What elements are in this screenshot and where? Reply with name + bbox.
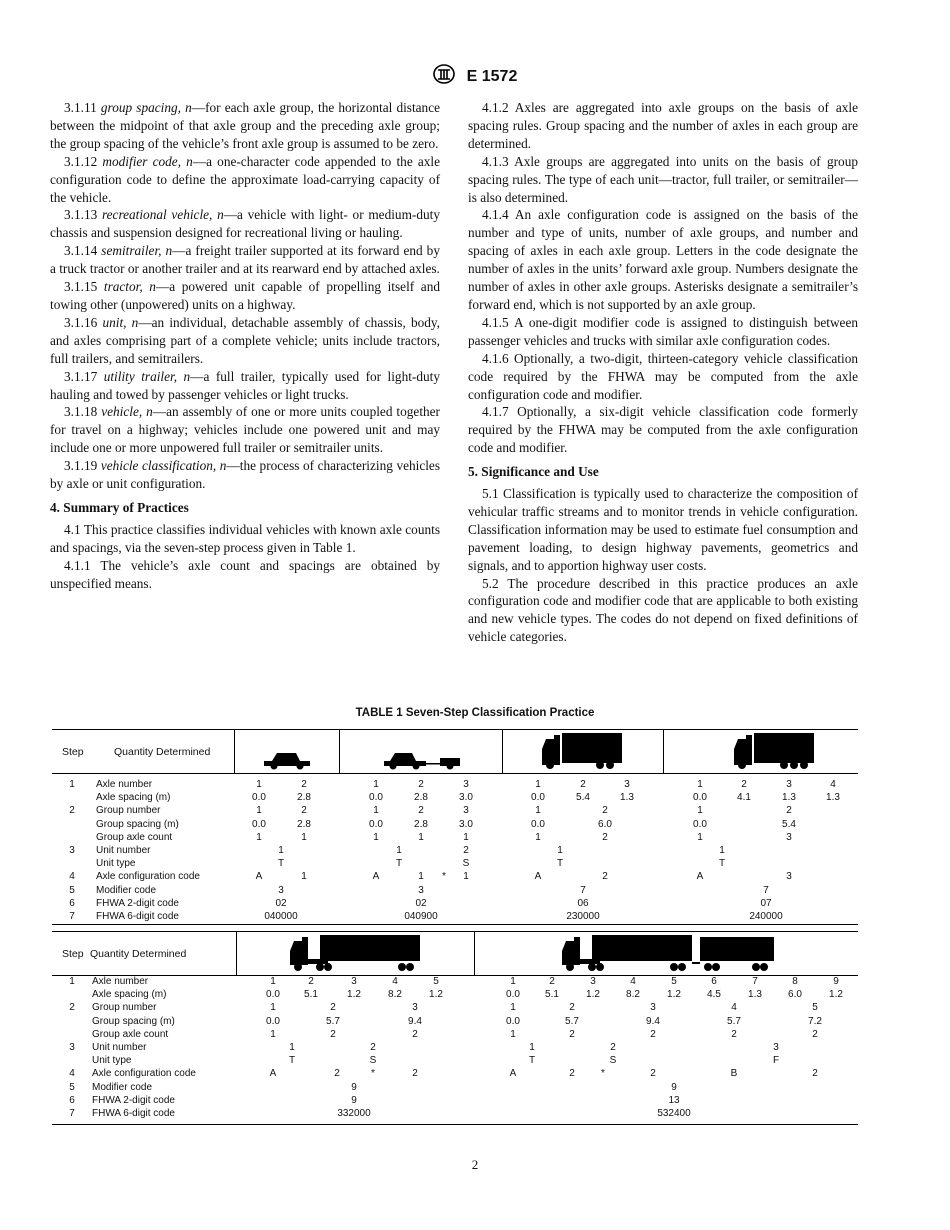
group-number-cell: 1 — [510, 1002, 516, 1014]
fhwa2-cell: 02 — [415, 897, 427, 909]
passenger-car-icon — [262, 748, 312, 770]
unit-type-cell: T — [395, 858, 403, 870]
group-axle-count-cell: 1 — [301, 831, 307, 843]
axle-spacing-cell: 5.1 — [545, 989, 559, 1001]
quantity-label: Group spacing (m) — [92, 1015, 175, 1027]
axle-spacing-cell: 0.0 — [531, 792, 545, 804]
fhwa2-cell: 06 — [577, 897, 589, 909]
fhwa2-cell: 13 — [668, 1094, 680, 1106]
definition-3-1-11: 3.1.11 group spacing, n—for each axle group, the horizontal distance between the midpoint of that axle group and the preceding axle group; the group spacing of the vehicle’s front axle group is assumed to be zero. — [50, 100, 441, 151]
page-number: 2 — [471, 1157, 479, 1172]
group-number-cell: 2 — [330, 1002, 336, 1014]
axle-spacing-cell: 1.3 — [748, 989, 762, 1001]
fhwa6-cell: 240000 — [749, 911, 783, 922]
axle-number-cell: 2 — [418, 779, 424, 790]
config-cell: * — [371, 1068, 375, 1080]
axle-number-cell: 4 — [392, 976, 398, 987]
column-header-step: Step — [62, 948, 84, 960]
quantity-label: Unit number — [96, 845, 151, 856]
quantity-label: Axle spacing (m) — [96, 792, 171, 804]
config-cell: 2 — [650, 1068, 656, 1080]
group-spacing-cell: 7.2 — [808, 1015, 822, 1027]
group-number-cell: 4 — [731, 1002, 737, 1014]
group-spacing-cell: 0.0 — [506, 1015, 520, 1027]
step-number: 6 — [69, 897, 75, 909]
single-unit-truck-icon — [540, 731, 624, 771]
step-number: 1 — [69, 779, 75, 790]
config-cell: A — [509, 1068, 517, 1080]
group-spacing-cell: 5.4 — [782, 818, 796, 830]
modifier-cell: 9 — [671, 1081, 677, 1093]
config-cell: 2 — [602, 871, 608, 883]
table-divider — [339, 729, 340, 774]
table-rule — [52, 773, 858, 774]
unit-number-cell: 1 — [289, 1042, 295, 1053]
axle-number-cell: 8 — [792, 976, 798, 987]
classification-table-bottom — [52, 931, 858, 1126]
quantity-label: Axle configuration code — [96, 871, 200, 883]
group-number-cell: 2 — [301, 805, 307, 817]
unit-type-cell: S — [609, 1055, 617, 1067]
config-cell: 2 — [812, 1068, 818, 1080]
table-rule — [52, 729, 858, 730]
modifier-cell: 9 — [351, 1081, 357, 1093]
definition-3-1-16: 3.1.16 unit, n—an individual, detachable assembly of chassis, body, and axles comprising part of a complete vehicle; units include tractors, full trailers, and semitrailers. — [50, 314, 441, 366]
modifier-cell: 7 — [580, 884, 586, 896]
axle-number-cell: 1 — [373, 779, 379, 790]
group-spacing-cell: 0.0 — [693, 818, 707, 830]
group-spacing-cell: 5.7 — [565, 1015, 579, 1027]
axle-spacing-cell: 4.5 — [707, 989, 721, 1001]
axle-spacing-cell: 1.2 — [347, 989, 361, 1001]
fhwa6-cell: 040900 — [404, 911, 438, 922]
fhwa2-cell: 02 — [275, 897, 287, 909]
group-axle-count-cell: 1 — [418, 831, 424, 843]
group-axle-count-cell: 2 — [602, 831, 608, 843]
definition-3-1-14: 3.1.14 semitrailer, n—a freight trailer supported at its forward end by a truck tractor or another trailer and at its rearward end by attached axles. — [50, 243, 440, 277]
column-header-step: Step — [62, 746, 84, 758]
unit-type-cell: T — [277, 858, 285, 870]
paragraph-4-1-3: 4.1.3 Axle groups are aggregated into units on the basis of group spacing rules. The type of each unit—tractor, full trailer, or semitrailer—is also determined. — [468, 153, 858, 205]
unit-number-cell: 1 — [719, 845, 725, 856]
config-cell: B — [730, 1068, 738, 1080]
step-number: 7 — [69, 1108, 75, 1119]
unit-type-cell: T — [288, 1055, 296, 1067]
tractor-semitrailer-full-trailer-icon — [560, 933, 780, 973]
fhwa6-cell: 532400 — [657, 1108, 691, 1119]
axle-number-cell: 5 — [433, 976, 439, 987]
config-cell: 2 — [569, 1068, 575, 1080]
axle-number-cell: 2 — [549, 976, 555, 987]
axle-number-cell: 2 — [308, 976, 314, 987]
definition-3-1-12: 3.1.12 modifier code, n—a one-character code appended to the axle configuration code to define the approximate load-carrying capacity of the vehicle. — [50, 153, 441, 205]
group-number-cell: 1 — [535, 805, 541, 817]
quantity-label: FHWA 2-digit code — [96, 897, 179, 909]
axle-spacing-cell: 4.1 — [737, 792, 751, 804]
axle-spacing-cell: 2.8 — [414, 792, 428, 804]
table-divider — [502, 729, 503, 774]
config-cell: * — [442, 871, 446, 883]
left-column — [50, 99, 440, 592]
step-number: 7 — [69, 911, 75, 922]
step-number: 4 — [69, 1068, 75, 1080]
config-cell: A — [696, 871, 704, 883]
quantity-label: Axle number — [92, 976, 149, 987]
group-spacing-cell: 5.7 — [727, 1015, 741, 1027]
definition-3-1-17: 3.1.17 utility trailer, n—a full trailer, typically used for light-duty hauling and towed by passenger vehicles or light trucks. — [50, 368, 440, 402]
quantity-label: Axle configuration code — [92, 1068, 196, 1080]
quantity-label: Axle number — [96, 779, 153, 790]
step-number: 4 — [69, 871, 75, 883]
paragraph-4-1-4: 4.1.4 An axle configuration code is assigned on the basis of the number and type of units, number of axle groups, and number and spacing of axles in each axle group. Letters in the code designate the number of axles in the units’ forward axle group. Numbers designate the number of axles in other axle groups. Asterisks designate a semitrailer’s forward end, which is not supported by an axle group. — [468, 207, 858, 312]
axle-spacing-cell: 2.8 — [297, 792, 311, 804]
group-number-cell: 2 — [602, 805, 608, 817]
axle-number-cell: 3 — [590, 976, 596, 987]
axle-spacing-cell: 1.2 — [429, 989, 443, 1001]
table-title: TABLE 1 Seven-Step Classification Practice — [355, 707, 595, 719]
quantity-label: Unit type — [96, 858, 136, 870]
definition-3-1-13: 3.1.13 recreational vehicle, n—a vehicle with light- or medium-duty chassis and suspension designed for recreational living or hauling. — [50, 207, 440, 241]
quantity-label: Axle spacing (m) — [92, 989, 167, 1001]
quantity-label: Group number — [92, 1002, 157, 1014]
group-axle-count-cell: 1 — [510, 1028, 516, 1040]
group-spacing-cell: 0.0 — [252, 818, 266, 830]
config-b-cell: 1 — [301, 871, 307, 883]
axle-spacing-cell: 5.1 — [304, 989, 318, 1001]
group-number-cell: 1 — [270, 1002, 276, 1014]
group-number-cell: 1 — [373, 805, 379, 817]
axle-spacing-cell: 1.2 — [667, 989, 681, 1001]
config-cell: 3 — [786, 871, 792, 883]
axle-spacing-cell: 1.2 — [586, 989, 600, 1001]
group-spacing-cell: 2.8 — [297, 818, 311, 830]
config-cell: 1 — [418, 871, 424, 883]
paragraph-4-1: 4.1 This practice classifies individual vehicles with known axle counts and spacings, via the seven-step process given in Table 1. — [50, 521, 440, 555]
axle-number-cell: 1 — [256, 779, 262, 790]
group-axle-count-cell: 2 — [412, 1028, 418, 1040]
config-cell: A — [534, 871, 542, 883]
quantity-label: Group spacing (m) — [96, 818, 179, 830]
axle-spacing-cell: 8.2 — [388, 989, 402, 1001]
modifier-cell: 3 — [418, 884, 424, 896]
group-number-cell: 1 — [256, 805, 262, 817]
unit-type-cell: T — [718, 858, 726, 870]
quantity-label: Group axle count — [96, 831, 173, 843]
axle-spacing-cell: 6.0 — [788, 989, 802, 1001]
group-axle-count-cell: 1 — [270, 1028, 276, 1040]
car-with-utility-trailer-icon — [382, 748, 462, 770]
group-number-cell: 2 — [786, 805, 792, 817]
step-number: 2 — [69, 805, 75, 817]
axle-spacing-cell: 0.0 — [252, 792, 266, 804]
axle-spacing-cell: 0.0 — [369, 792, 383, 804]
axle-number-cell: 4 — [630, 976, 636, 987]
axle-number-cell: 3 — [463, 779, 469, 790]
axle-spacing-cell: 0.0 — [266, 989, 280, 1001]
group-axle-count-cell: 3 — [786, 831, 792, 843]
group-number-cell: 2 — [569, 1002, 575, 1014]
quantity-label: Unit type — [92, 1055, 132, 1067]
group-number-cell: 2 — [418, 805, 424, 817]
step-number: 2 — [69, 1002, 75, 1014]
definition-3-1-15: 3.1.15 tractor, n—a powered unit capable of propelling itself and towing other (unpowered) units on a highway. — [50, 279, 441, 312]
fhwa2-cell: 07 — [760, 897, 772, 909]
table-rule — [52, 931, 858, 932]
quantity-label: Unit number — [92, 1042, 147, 1053]
group-spacing-cell: 3.0 — [459, 818, 473, 830]
group-number-cell: 1 — [697, 805, 703, 817]
table-rule — [52, 975, 858, 976]
group-axle-count-cell: 2 — [650, 1028, 656, 1040]
unit-type-cell: F — [772, 1055, 780, 1067]
axle-spacing-cell: 3.0 — [459, 792, 473, 804]
axle-spacing-cell: 1.3 — [620, 792, 634, 804]
group-spacing-cell: 2.8 — [414, 818, 428, 830]
axle-number-cell: 3 — [786, 779, 792, 790]
axle-number-cell: 6 — [711, 976, 717, 987]
quantity-label: FHWA 6-digit code — [92, 1108, 175, 1119]
group-number-cell: 3 — [412, 1002, 418, 1014]
modifier-cell: 7 — [763, 884, 769, 896]
unit-number-cell: 1 — [557, 845, 563, 856]
paragraph-4-1-5: 4.1.5 A one-digit modifier code is assigned to distinguish between passenger vehicles and trucks with similar axle configuration codes. — [468, 314, 858, 348]
axle-number-cell: 5 — [671, 976, 677, 987]
group-number-cell: 3 — [650, 1002, 656, 1014]
triple-axle-truck-icon — [732, 731, 816, 771]
classification-table-top — [52, 729, 858, 925]
axle-number-cell: 1 — [535, 779, 541, 790]
tractor-semitrailer-icon — [288, 933, 422, 973]
group-axle-count-cell: 2 — [330, 1028, 336, 1040]
column-header-quantity: Quantity Determined — [90, 948, 187, 960]
axle-spacing-cell: 1.3 — [826, 792, 840, 804]
standard-designation: E 1572 — [466, 67, 518, 85]
axle-spacing-cell: 1.2 — [829, 989, 843, 1001]
unit-number-cell: 3 — [773, 1042, 779, 1053]
paragraph-4-1-6: 4.1.6 Optionally, a two-digit, thirteen-category vehicle classification code required by the FHWA may be computed from the axle configuration code and modifier. — [468, 350, 858, 402]
axle-spacing-cell: 0.0 — [693, 792, 707, 804]
paragraph-5-1: 5.1 Classification is typically used to characterize the composition of vehicular traffic streams and to monitor trends in vehicle configuration. Classification information may be used to estimate fuel consumption and pavement loading, to design highway pavements, geometrics and signals, and to apportion highway user costs. — [468, 486, 858, 573]
paragraph-4-1-2: 4.1.2 Axles are aggregated into axle groups on the basis of axle spacing rules. Group spacing and the number of axles in each group are determined. — [468, 100, 858, 151]
modifier-cell: 3 — [278, 884, 284, 896]
right-column — [468, 99, 858, 646]
unit-type-cell: S — [369, 1055, 377, 1067]
group-axle-count-cell: 2 — [812, 1028, 818, 1040]
axle-number-cell: 3 — [624, 779, 630, 790]
group-spacing-cell: 0.0 — [531, 818, 545, 830]
unit-type-cell: S — [462, 858, 470, 870]
config-cell: 2 — [412, 1068, 418, 1080]
table-divider — [234, 729, 235, 774]
group-axle-count-cell: 1 — [373, 831, 379, 843]
quantity-label: Group number — [96, 805, 161, 817]
unit-number-cell: 2 — [463, 845, 469, 856]
config-cell: A — [269, 1068, 277, 1080]
axle-spacing-cell: 8.2 — [626, 989, 640, 1001]
step-number: 1 — [69, 976, 75, 987]
table-divider — [474, 931, 475, 976]
unit-number-cell: 1 — [529, 1042, 535, 1053]
quantity-label: Group axle count — [92, 1028, 169, 1040]
quantity-label: Modifier code — [92, 1081, 153, 1093]
axle-spacing-cell: 0.0 — [506, 989, 520, 1001]
group-axle-count-cell: 2 — [569, 1028, 575, 1040]
config-cell: A — [372, 871, 380, 883]
table-rule — [52, 924, 858, 925]
unit-number-cell: 2 — [370, 1042, 376, 1053]
unit-type-cell: T — [556, 858, 564, 870]
config-cell: 2 — [334, 1068, 340, 1080]
group-axle-count-cell: 1 — [256, 831, 262, 843]
axle-number-cell: 2 — [301, 779, 307, 790]
section-4-heading: 4. Summary of Practices — [50, 499, 189, 515]
fhwa2-cell: 9 — [351, 1094, 357, 1106]
paragraph-4-1-7: 4.1.7 Optionally, a six-digit vehicle classification code formerly required by the FHWA may be computed from the axle configuration code and modifier. — [468, 404, 858, 456]
definition-3-1-18: 3.1.18 vehicle, n—an assembly of one or more units coupled together for travel on a highway; vehicles include one powered unit and may include one or more unpowered full trailer or semitrailer units. — [50, 404, 440, 456]
paragraph-5-2: 5.2 The procedure described in this practice produces an axle configuration code and modifier code that are applicable to both existing and new vehicle types. The codes do not depend on fixed definitions of vehicle categories. — [468, 575, 858, 645]
config-a-cell: A — [255, 871, 263, 883]
step-number: 5 — [69, 884, 75, 896]
axle-number-cell: 2 — [741, 779, 747, 790]
unit-number-cell: 1 — [396, 845, 402, 856]
group-spacing-cell: 6.0 — [598, 818, 612, 830]
config-cell: * — [601, 1068, 605, 1080]
axle-number-cell: 1 — [270, 976, 276, 987]
unit-type-cell: T — [528, 1055, 536, 1067]
fhwa6-cell: 230000 — [566, 911, 600, 922]
step-number: 6 — [69, 1094, 75, 1106]
group-axle-count-cell: 1 — [535, 831, 541, 843]
section-5-heading: 5. Significance and Use — [468, 464, 599, 480]
axle-number-cell: 2 — [580, 779, 586, 790]
table-divider — [663, 729, 664, 774]
group-spacing-cell: 0.0 — [266, 1015, 280, 1027]
step-number: 3 — [69, 1042, 75, 1053]
group-spacing-cell: 0.0 — [369, 818, 383, 830]
column-header-quantity: Quantity Determined — [114, 746, 211, 758]
axle-number-cell: 9 — [833, 976, 839, 987]
axle-number-cell: 3 — [351, 976, 357, 987]
group-axle-count-cell: 1 — [463, 831, 469, 843]
quantity-label: FHWA 6-digit code — [96, 911, 179, 922]
table-divider — [236, 931, 237, 976]
group-axle-count-cell: 1 — [697, 831, 703, 843]
group-spacing-cell: 5.7 — [326, 1015, 340, 1027]
fhwa6-cell: 040000 — [264, 911, 298, 922]
group-number-cell: 3 — [463, 805, 469, 817]
group-axle-count-cell: 2 — [731, 1028, 737, 1040]
step-number: 3 — [69, 845, 75, 856]
axle-spacing-cell: 5.4 — [576, 792, 590, 804]
group-spacing-cell: 9.4 — [646, 1015, 660, 1027]
fhwa6-cell: 332000 — [337, 1108, 371, 1119]
step-number: 5 — [69, 1081, 75, 1093]
group-number-cell: 5 — [812, 1002, 818, 1014]
axle-spacing-cell: 1.3 — [782, 792, 796, 804]
paragraph-4-1-1: 4.1.1 The vehicle’s axle count and spacings are obtained by unspecified means. — [50, 557, 440, 591]
axle-number-cell: 4 — [830, 779, 836, 790]
quantity-label: Modifier code — [96, 884, 157, 896]
axle-number-cell: 1 — [697, 779, 703, 790]
axle-number-cell: 7 — [752, 976, 758, 987]
astm-logo-icon — [433, 64, 455, 89]
config-cell: 1 — [463, 871, 469, 883]
page-header — [0, 64, 950, 89]
unit-number-cell: 2 — [610, 1042, 616, 1053]
table-rule — [52, 1124, 858, 1125]
unit-number-cell: 1 — [278, 845, 284, 856]
quantity-label: FHWA 2-digit code — [92, 1094, 175, 1106]
group-spacing-cell: 9.4 — [408, 1015, 422, 1027]
definition-3-1-19: 3.1.19 vehicle classification, n—the process of characterizing vehicles by axle or unit configuration. — [50, 458, 441, 492]
axle-number-cell: 1 — [510, 976, 516, 987]
